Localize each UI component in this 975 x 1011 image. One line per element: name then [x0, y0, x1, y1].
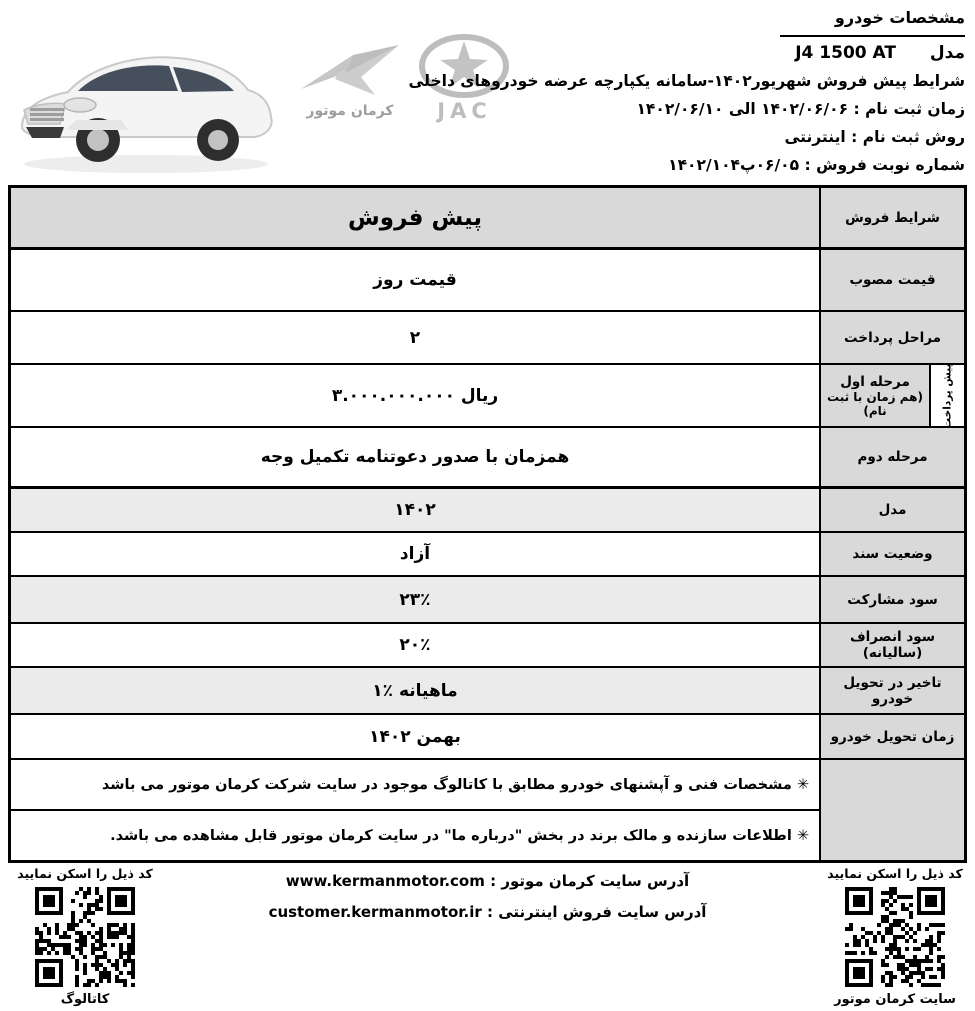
- table-row: [11, 250, 964, 312]
- table-title: پیش فروش: [348, 204, 482, 231]
- row-value: ۳.۰۰۰.۰۰۰.۰۰۰ ریال: [331, 385, 499, 406]
- row-label: مراحل پرداخت: [819, 312, 964, 363]
- model-value: J4 1500 AT: [795, 43, 896, 63]
- table-row: [11, 365, 964, 428]
- model-label: مدل: [929, 43, 965, 63]
- table-row: [11, 715, 964, 760]
- row-label: مرحله اول (هم زمان با ثبت نام): [819, 365, 929, 426]
- table-row: [11, 624, 964, 668]
- note-line: ✳ اطلاعات سازنده و مالک برند در بخش "درباره ما" در سایت کرمان موتور قابل مشاهده می باشد.: [110, 827, 809, 844]
- conditions-table: [8, 185, 967, 863]
- page-title: مشخصات خودرو: [780, 4, 965, 37]
- note-line: ✳ مشخصات فنی و آپشنهای خودرو مطابق با کاتالوگ موجود در سایت شرکت کرمان موتور می باشد: [11, 760, 819, 811]
- row-value: همزمان با صدور دعوتنامه تکمیل وجه: [260, 447, 570, 467]
- row-value: ۲: [409, 327, 421, 348]
- table-row: [11, 188, 964, 250]
- table-row: [11, 428, 964, 489]
- kerman-motor-swoosh-icon: [295, 39, 405, 101]
- row-value: ۲۰٪: [399, 635, 431, 655]
- scan-instruction: کد ذیل را اسکن نمایید: [17, 866, 153, 881]
- scan-instruction: کد ذیل را اسکن نمایید: [827, 866, 963, 881]
- row-label: وضعیت سند: [819, 533, 964, 575]
- row-value: بهمن ۱۴۰۲: [369, 726, 461, 747]
- table-row: [11, 668, 964, 715]
- sales-site-address-line: آدرس سایت فروش اینترنتی : customer.kermanmotor.ir: [268, 903, 707, 921]
- table-row: [11, 577, 964, 624]
- row-label: سود مشارکت: [819, 577, 964, 622]
- register-method-line: روش ثبت نام : اینترنتی: [784, 128, 965, 146]
- table-row: [11, 312, 964, 365]
- prepayment-vertical-label: پیش پرداخت: [929, 365, 964, 426]
- row-label: تاخیر در تحویل خودرو: [819, 668, 964, 713]
- jac-logo-text: JAC: [437, 99, 492, 123]
- model-line: [495, 39, 965, 67]
- row-value: آزاد: [399, 544, 431, 564]
- qr-caption: کاتالوگ: [60, 992, 110, 1007]
- register-time-line: زمان ثبت نام : ۱۴۰۲/۰۶/۰۶ الی ۱۴۰۲/۰۶/۱۰: [636, 100, 965, 118]
- sale-number-line: شماره نوبت فروش : ۰۶/۰۵پ۱۴۰۲/۱۰۴: [668, 156, 965, 174]
- car-illustration: [6, 12, 291, 182]
- kerman-motor-logo-text: کرمان موتور: [306, 103, 394, 119]
- site-qr-code: [845, 887, 945, 987]
- row-value: ۱٪ ماهیانه: [11, 668, 819, 713]
- row-label-group: [819, 365, 964, 426]
- table-row: [11, 533, 964, 577]
- table-row: [11, 489, 964, 533]
- site-qr-block: [825, 866, 965, 1007]
- qr-caption: سایت کرمان موتور: [834, 992, 956, 1007]
- catalog-qr-block: [15, 866, 155, 1007]
- kerman-motor-logo: [295, 39, 405, 134]
- car-image: [6, 12, 291, 182]
- notes-empty-cell: [819, 760, 964, 860]
- catalog-qr-code: [35, 887, 135, 987]
- row-value: ۱۴۰۲: [11, 489, 819, 531]
- header: [0, 0, 975, 185]
- notes-column: [11, 760, 819, 860]
- site-address-line: آدرس سایت کرمان موتور : www.kermanmotor.com: [285, 872, 690, 890]
- row-label: زمان تحویل خودرو: [819, 715, 964, 758]
- row-label: مرحله دوم: [819, 428, 964, 486]
- row-value: ۲۳٪: [11, 577, 819, 622]
- footer: [0, 862, 975, 1011]
- row-label: قیمت مصوب: [819, 250, 964, 310]
- row-label: سود انصراف (سالیانه): [819, 624, 964, 666]
- table-notes-row: [11, 760, 964, 860]
- row-label: شرایط فروش: [819, 188, 964, 247]
- sale-conditions-line: شرایط پیش فروش شهریور۱۴۰۲-سامانه یکپارچه عرضه خودروهای داخلی: [408, 72, 965, 90]
- row-label-sub: (هم زمان با ثبت نام): [827, 389, 923, 418]
- website-links: [250, 866, 725, 928]
- row-label: مدل: [819, 489, 964, 531]
- row-value: قیمت روز: [373, 270, 457, 290]
